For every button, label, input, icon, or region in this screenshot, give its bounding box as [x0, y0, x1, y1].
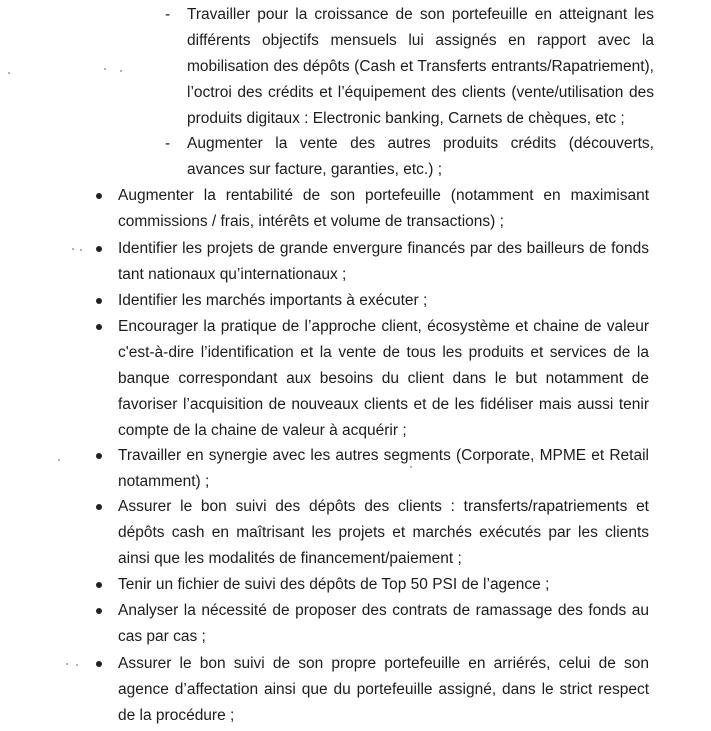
list-item-text: Encourager la pratique de l’approche client, écosystème et chaine de valeur c'est-à-dire l’identification et la vente de tous les produits et services de la banque correspondant aux besoins du client dans le but notamment de favoriser l’acquisition de nouveaux clients et de les fidéliser mais aussi tenir compte de la chaine de valeur à acquérir ;	[118, 318, 649, 439]
sub-list-item-text: Augmenter la vente des autres produits crédits (découverts, avances sur facture, garanties, etc.) ;	[187, 135, 654, 178]
sub-list-item	[165, 131, 654, 183]
bullet-marker	[96, 661, 102, 667]
list-item-text: Identifier les projets de grande envergure financés par des bailleurs de fonds tant nationaux qu’internationaux ;	[118, 240, 649, 283]
list-item	[118, 598, 649, 650]
dash-marker: -	[165, 135, 171, 152]
bullet-marker	[96, 608, 102, 614]
scan-speck	[80, 249, 82, 251]
bullet-marker	[96, 453, 102, 459]
scan-speck	[66, 663, 68, 665]
list-item	[118, 494, 649, 572]
bullet-marker	[96, 298, 102, 304]
scan-speck	[410, 466, 412, 468]
bullet-marker	[96, 504, 102, 510]
sub-list-item	[165, 2, 654, 132]
list-item	[118, 314, 649, 444]
bullet-marker	[96, 324, 102, 330]
bullet-marker	[96, 246, 102, 252]
list-item	[118, 236, 649, 288]
scan-speck	[58, 459, 60, 461]
scan-speck	[120, 70, 122, 72]
list-item-text: Tenir un fichier de suivi des dépôts de Top 50 PSI de l’agence ;	[118, 576, 550, 593]
scan-speck	[104, 68, 106, 70]
bullet-marker	[96, 582, 102, 588]
dash-marker: -	[165, 6, 171, 23]
list-item	[118, 572, 649, 598]
bullet-marker	[96, 193, 102, 199]
list-item	[118, 651, 649, 729]
scan-speck	[8, 72, 10, 74]
list-item	[118, 288, 649, 314]
list-item	[118, 443, 649, 495]
list-item-text: Assurer le bon suivi des dépôts des clients : transferts/rapatriements et dépôts cash en maîtrisant les projets et marchés exécutés par les clients ainsi que les modalités de financement/paiement ;	[118, 498, 649, 567]
sub-list-item-text: Travailler pour la croissance de son portefeuille en atteignant les différents objectifs mensuels lui assignés en rapport avec la mobilisation des dépôts (Cash et Transferts entrants/Rapatriement), l’octroi des crédits et l’équipement des clients (vente/utilisation des produits digitaux : Electronic banking, Carnets de chèques, etc ;	[187, 6, 654, 127]
list-item	[118, 183, 649, 235]
list-item-text: Identifier les marchés importants à exécuter ;	[118, 292, 428, 309]
scan-speck	[76, 664, 78, 666]
scan-speck	[72, 248, 74, 250]
list-item-text: Assurer le bon suivi de son propre portefeuille en arriérés, celui de son agence d’affectation ainsi que du portefeuille assigné, dans le strict respect de la procédure ;	[118, 655, 649, 724]
list-item-text: Travailler en synergie avec les autres segments (Corporate, MPME et Retail notamment) ;	[118, 447, 649, 490]
list-item-text: Analyser la nécessité de proposer des contrats de ramassage des fonds au cas par cas ;	[118, 602, 649, 645]
list-item-text: Augmenter la rentabilité de son portefeuille (notamment en maximisant commissions / frais, intérêts et volume de transactions) ;	[118, 187, 649, 230]
